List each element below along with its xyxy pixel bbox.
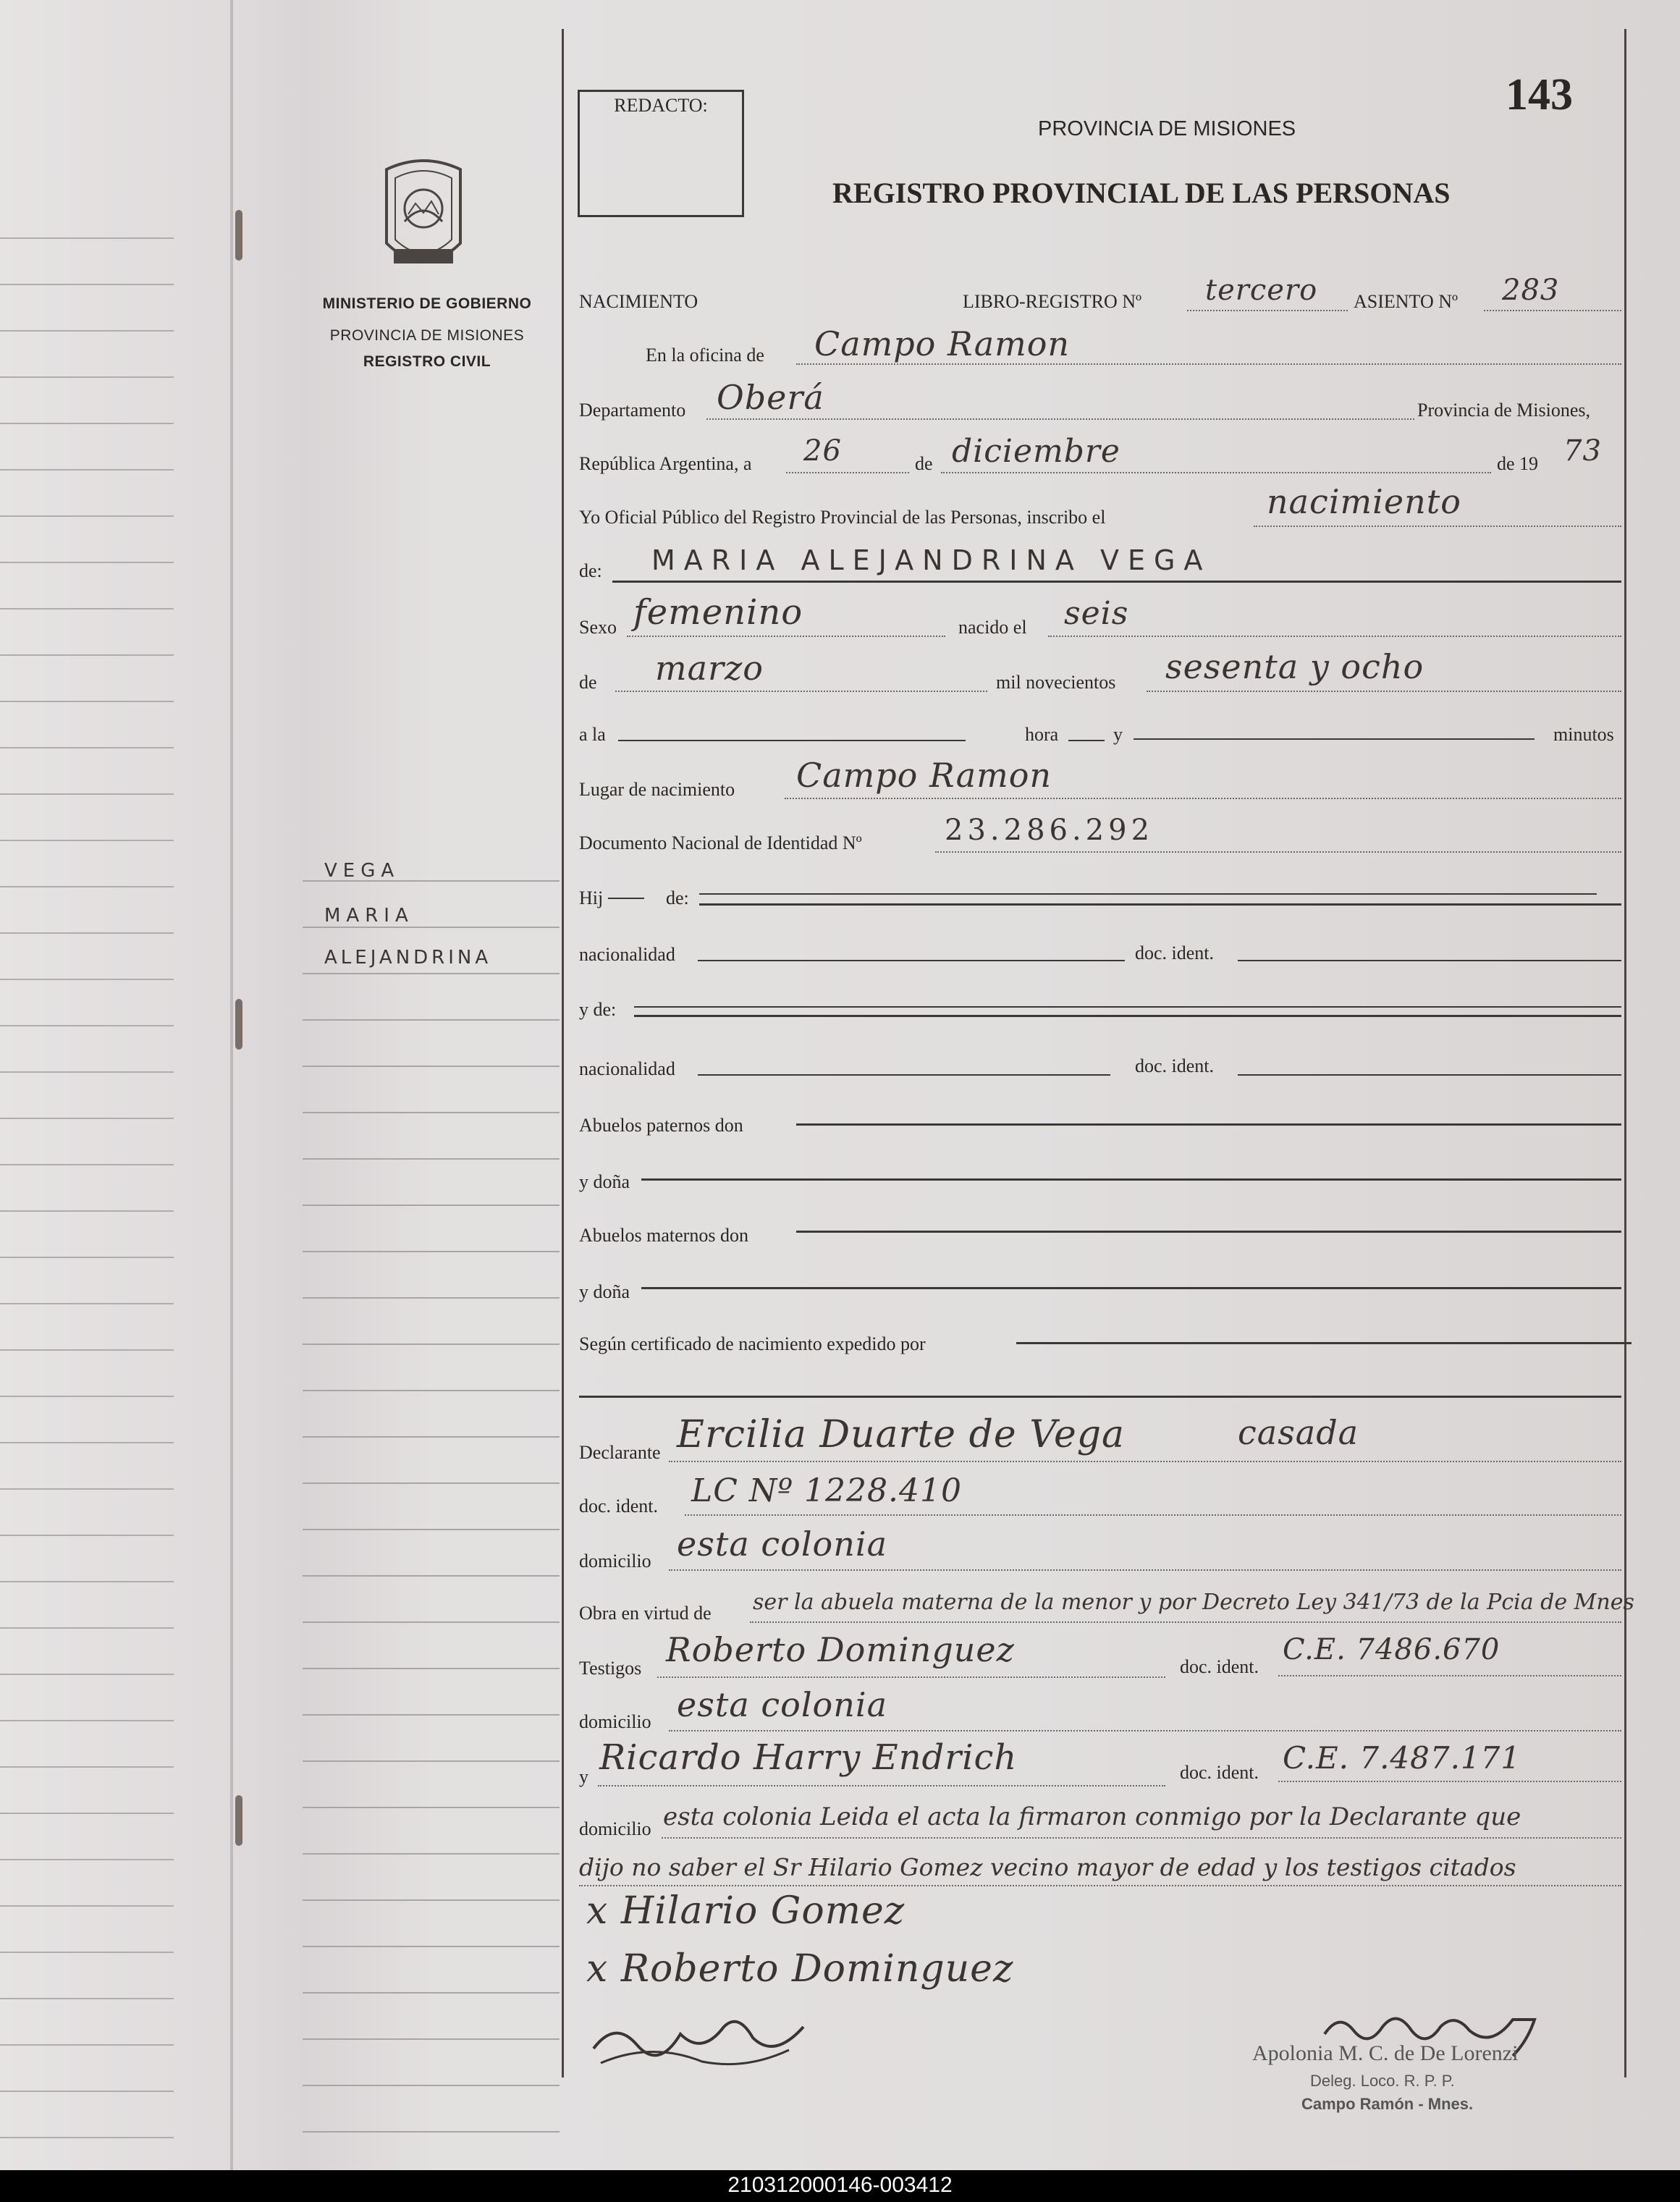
- margin-rule: [303, 1436, 560, 1438]
- nacionalidad-label-1: nacionalidad: [579, 944, 675, 965]
- nombre-value: MARIA ALEJANDRINA VEGA: [651, 544, 1212, 576]
- mes-value: diciembre: [952, 433, 1120, 470]
- province-heading: PROVINCIA DE MISIONES: [1038, 117, 1296, 140]
- margin-rule: [303, 1529, 560, 1530]
- margin-rule: [303, 1390, 560, 1391]
- domicilio-label-1: domicilio: [579, 1551, 651, 1572]
- ledger-rule: [0, 1349, 174, 1351]
- declarante-label: Declarante: [579, 1442, 661, 1463]
- ledger-rule: [0, 1813, 174, 1814]
- margin-rule: [303, 1714, 560, 1716]
- lugar-label: Lugar de nacimiento: [579, 779, 735, 800]
- dni-value: 23.286.292: [945, 814, 1155, 847]
- y-hora-label: y: [1113, 724, 1123, 745]
- ledger-rule: [0, 1952, 174, 1953]
- registry-heading: REGISTRO PROVINCIAL DE LAS PERSONAS: [832, 177, 1451, 209]
- asiento-value: 283: [1502, 274, 1560, 307]
- ledger-rule: [0, 1581, 174, 1582]
- testigo1-doc: C.E. 7486.670: [1283, 1633, 1500, 1666]
- form-right-border: [1624, 29, 1626, 2077]
- ministry-province: PROVINCIA DE MISIONES: [329, 327, 525, 344]
- ledger-rule: [0, 1859, 174, 1860]
- departamento-value: Oberá: [717, 378, 824, 417]
- ledger-rule: [0, 330, 174, 332]
- margin-rule: [303, 1621, 560, 1623]
- y-dona-label-2: y doña: [579, 1281, 630, 1302]
- oficial-value: nacimiento: [1267, 482, 1461, 521]
- ledger-rule: [0, 1488, 174, 1490]
- nacido-value: seis: [1064, 595, 1129, 632]
- ledger-rule: [0, 1257, 174, 1258]
- margin-rule: [303, 1760, 560, 1762]
- provincial-seal-icon: [372, 156, 475, 274]
- margin-rule: [303, 973, 560, 974]
- margin-rule: [303, 2038, 560, 2040]
- testigo2-value: Ricardo Harry Endrich: [599, 1737, 1018, 1778]
- ledger-rule: [0, 886, 174, 887]
- ledger-rule: [0, 1998, 174, 1999]
- domicilio-label-2: domicilio: [579, 1711, 651, 1732]
- doc-ident-label-1: doc. ident.: [1135, 942, 1215, 963]
- declarante-value: Ercilia Duarte de Vega: [677, 1413, 1126, 1456]
- form-left-border: [562, 29, 564, 2077]
- ledger-rule: [0, 376, 174, 378]
- final-domicilio-value: esta colonia Leida el acta la firmaron conmigo por la Declarante que: [663, 1802, 1521, 1831]
- nacimiento-label: NACIMIENTO: [579, 291, 698, 312]
- ledger-rule: [0, 932, 174, 934]
- obra-label: Obra en virtud de: [579, 1603, 712, 1624]
- redacto-label: REDACTO:: [614, 95, 708, 116]
- anio-label: de 19: [1497, 453, 1539, 474]
- margin-rule: [303, 1066, 560, 1067]
- margin-rule: [303, 927, 560, 928]
- margin-rule: [303, 1251, 560, 1252]
- libro-value: tercero: [1205, 274, 1318, 307]
- ledger-rule: [0, 1164, 174, 1165]
- ledger-rule: [0, 2137, 174, 2138]
- official-stamp-role: Deleg. Loco. R. P. P.: [1310, 2072, 1455, 2090]
- domicilio-label-3: domicilio: [579, 1818, 651, 1839]
- ledger-rule: [0, 747, 174, 748]
- signature-roberto: x Roberto Dominguez: [586, 1947, 1014, 1991]
- final-line2: dijo no saber el Sr Hilario Gomez vecino mayor de edad y los testigos citados: [579, 1853, 1516, 1881]
- margin-note-name1: MARIA: [324, 905, 414, 927]
- provincia-label: Provincia de Misiones,: [1417, 400, 1591, 421]
- asiento-label: ASIENTO Nº: [1354, 291, 1459, 312]
- declarante-doc-label: doc. ident.: [579, 1496, 659, 1516]
- binding-stitch: [235, 999, 242, 1050]
- de-mes-label: de: [579, 672, 597, 693]
- margin-note-name2: ALEJANDRINA: [324, 947, 492, 969]
- margin-rule: [303, 1019, 560, 1021]
- ledger-rule: [0, 237, 174, 239]
- ministry-registry: REGISTRO CIVIL: [363, 353, 491, 370]
- margin-rule: [303, 1807, 560, 1808]
- doc-ident-label-2: doc. ident.: [1135, 1055, 1215, 1076]
- ledger-rule: [0, 469, 174, 471]
- mes-de-label: de: [915, 453, 933, 474]
- anio-value: 73: [1563, 434, 1602, 468]
- ledger-rule: [0, 793, 174, 795]
- ledger-rule: [0, 1766, 174, 1768]
- page-fold: [230, 0, 233, 2170]
- margin-rule: [303, 1899, 560, 1901]
- margin-rule: [303, 1205, 560, 1206]
- ledger-rule: [0, 2091, 174, 2092]
- segun-label: Según certificado de nacimiento expedido por: [579, 1333, 926, 1354]
- nacido-mes-value: marzo: [655, 649, 764, 688]
- declarante-estado: casada: [1238, 1413, 1359, 1452]
- mil-label: mil novecientos: [996, 672, 1116, 693]
- lugar-value: Campo Ramon: [796, 756, 1052, 795]
- redacto-box: [578, 90, 744, 217]
- obra-value: ser la abuela materna de la menor y por Decreto Ley 341/73 de la Pcia de Mnes: [753, 1590, 1634, 1615]
- testigo2-doc: C.E. 7.487.171: [1283, 1740, 1521, 1776]
- testigo2-doc-label: doc. ident.: [1180, 1762, 1259, 1783]
- domicilio-value: esta colonia: [677, 1524, 887, 1564]
- libro-label: LIBRO-REGISTRO Nº: [963, 291, 1142, 312]
- hij-label: Hij: [579, 887, 604, 908]
- binding-stitch: [235, 1795, 242, 1846]
- ledger-rule: [0, 1442, 174, 1443]
- ledger-rule: [0, 2044, 174, 2046]
- ledger-rule: [0, 654, 174, 656]
- testigo1-doc-label: doc. ident.: [1180, 1656, 1259, 1677]
- ledger-rule: [0, 1396, 174, 1397]
- margin-rule: [303, 1992, 560, 1994]
- abuelos-paternos-label: Abuelos paternos don: [579, 1115, 743, 1136]
- margin-rule: [303, 1668, 560, 1669]
- y-de-label: y de:: [579, 999, 617, 1020]
- y-dona-label-1: y doña: [579, 1171, 630, 1192]
- republica-label: República Argentina, a: [579, 453, 752, 474]
- signature-hilario: x Hilario Gomez: [586, 1889, 906, 1933]
- a-la-label: a la: [579, 724, 606, 745]
- oficina-label: En la oficina de: [646, 345, 764, 366]
- ledger-rule: [0, 979, 174, 980]
- ledger-rule: [0, 701, 174, 702]
- ledger-rule: [0, 1674, 174, 1675]
- testigo1-domicilio: esta colonia: [677, 1685, 887, 1724]
- dia-value: 26: [803, 434, 842, 468]
- sexo-label: Sexo: [579, 617, 617, 638]
- ledger-rule: [0, 1627, 174, 1629]
- nacido-label: nacido el: [958, 617, 1027, 638]
- ledger-rule: [0, 1303, 174, 1304]
- abuelos-maternos-label: Abuelos maternos don: [579, 1225, 748, 1246]
- ledger-rule: [0, 515, 174, 517]
- ledger-rule: [0, 840, 174, 841]
- ledger-rule: [0, 1720, 174, 1721]
- oficina-value: Campo Ramon: [814, 324, 1071, 363]
- dni-label: Documento Nacional de Identidad Nº: [579, 832, 862, 853]
- ledger-rule: [0, 562, 174, 563]
- image-id-footer: 210312000146-003412: [727, 2173, 953, 2197]
- ledger-rule: [0, 1905, 174, 1907]
- margin-rule: [303, 1343, 560, 1345]
- ministry-title: MINISTERIO DE GOBIERNO: [322, 295, 532, 312]
- minutos-label: minutos: [1553, 724, 1614, 745]
- ledger-rule: [0, 1071, 174, 1073]
- testigo-y-label: y: [579, 1766, 588, 1787]
- margin-note-surname: VEGA: [324, 860, 400, 882]
- sexo-value: femenino: [633, 592, 803, 633]
- ledger-rule: [0, 284, 174, 285]
- ledger-rule: [0, 608, 174, 609]
- nacionalidad-label-2: nacionalidad: [579, 1058, 675, 1079]
- signature-declarante-mark: [586, 2005, 818, 2070]
- oficial-label: Yo Oficial Público del Registro Provincial de las Personas, inscribo el: [579, 507, 1106, 528]
- ledger-rule: [0, 423, 174, 424]
- binding-stitch: [235, 210, 242, 261]
- ledger-rule: [0, 1025, 174, 1026]
- ledger-rule: [0, 1535, 174, 1536]
- margin-rule: [303, 1158, 560, 1160]
- margin-rule: [303, 1297, 560, 1299]
- official-stamp-place: Campo Ramón - Mnes.: [1301, 2095, 1474, 2113]
- declarante-doc-value: LC Nº 1228.410: [691, 1472, 962, 1509]
- margin-rule: [303, 1575, 560, 1577]
- page-number: 143: [1506, 70, 1573, 119]
- margin-rule: [303, 1112, 560, 1113]
- margin-rule: [303, 1482, 560, 1484]
- mil-value: sesenta y ocho: [1165, 647, 1424, 686]
- ledger-rule: [0, 1210, 174, 1212]
- official-stamp-name: Apolonia M. C. de De Lorenzi: [1252, 2041, 1519, 2065]
- hij-de-label: de:: [666, 887, 689, 908]
- hora-label: hora: [1025, 724, 1059, 745]
- testigo1-value: Roberto Dominguez: [666, 1630, 1015, 1669]
- testigos-label: Testigos: [579, 1658, 642, 1679]
- margin-rule: [303, 1853, 560, 1855]
- margin-rule: [303, 2131, 560, 2133]
- de-nombre-label: de:: [579, 560, 602, 581]
- margin-rule: [303, 2085, 560, 2086]
- ledger-rule: [0, 1118, 174, 1119]
- margin-rule: [303, 1946, 560, 1947]
- departamento-label: Departamento: [579, 400, 686, 421]
